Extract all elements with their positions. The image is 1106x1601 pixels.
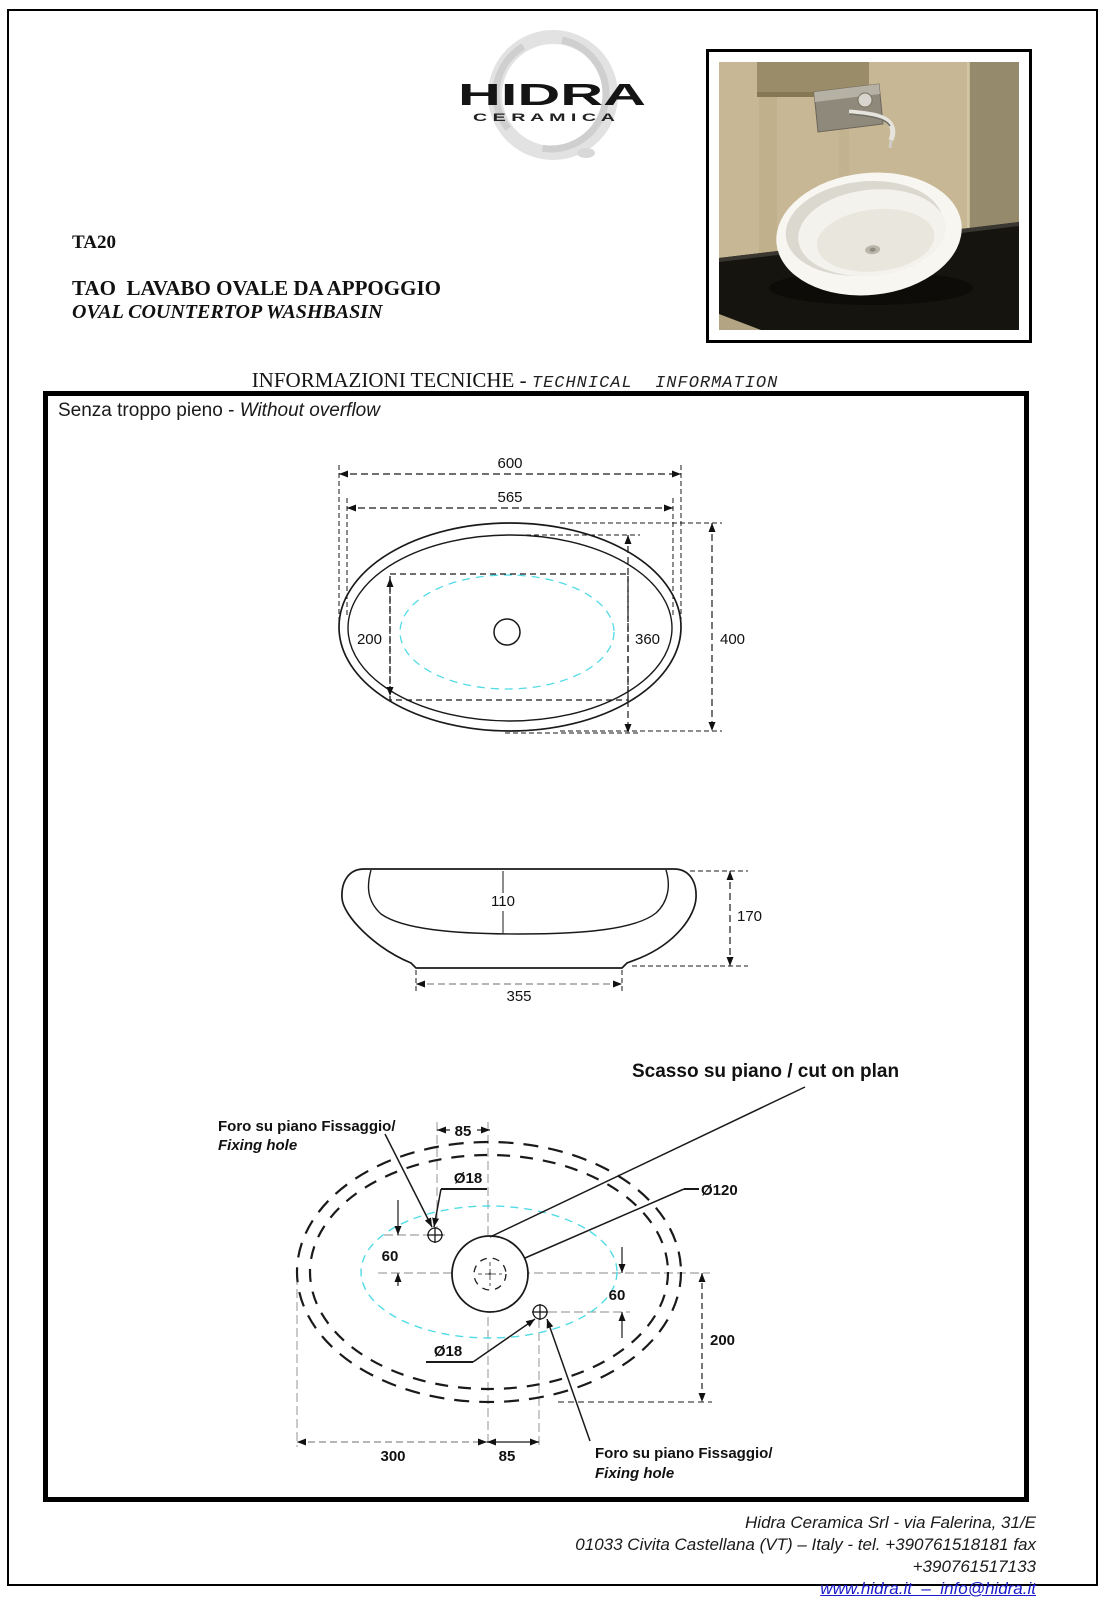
basin-profile-inner: [368, 870, 668, 934]
footer-website-link[interactable]: www.hidra.it: [820, 1579, 912, 1598]
dim-text-355: 355: [506, 988, 532, 1005]
dim-text-200: 200: [356, 631, 382, 648]
technical-box: [43, 391, 1029, 1502]
basin-inner-rim: [348, 535, 672, 721]
fixing-top-leader: [385, 1134, 432, 1227]
footer: [476, 1512, 1036, 1600]
product-photo-frame: [706, 49, 1032, 343]
section-heading-en: TECHNICAL INFORMATION: [531, 374, 779, 393]
product-code: TA20: [72, 232, 116, 253]
hidra-logo: [438, 25, 668, 170]
fixing-hole-bottom-label-en: Fixing hole: [595, 1465, 675, 1482]
dim-text-60-right: 60: [608, 1287, 626, 1304]
top-view-drawing: [339, 455, 745, 733]
dim-text-170: 170: [737, 908, 763, 925]
dim-text-110: 110: [491, 893, 515, 910]
dim-text-360: 360: [635, 631, 661, 648]
footer-links-separator: –: [911, 1579, 941, 1598]
product-title-en: OVAL COUNTERTOP WASHBASIN: [72, 301, 383, 323]
variant-label-en: Without overflow: [239, 400, 380, 421]
fixing-hole-bottom: [532, 1304, 548, 1320]
dim-text-60-left: 60: [381, 1248, 399, 1265]
logo-subtitle-text: C E R A M I C A: [473, 112, 616, 124]
inner-dim-rect: [390, 574, 628, 700]
cut-view-leader-lines: [385, 1087, 805, 1441]
fixing-bottom-leader: [547, 1319, 590, 1441]
basin-profile-outer: [342, 869, 696, 968]
logo-brand-text: HIDRA: [458, 77, 646, 112]
fixing-hole-top-label-en: Fixing hole: [218, 1137, 298, 1154]
basin-bottom-outline: [400, 575, 614, 689]
logo-swirl-blob: [577, 148, 595, 158]
fixing-hole-top: [427, 1227, 443, 1243]
side-view-drawing: [342, 869, 762, 1005]
dim-text-85-top: 85: [454, 1123, 472, 1140]
cut-leader-line: [490, 1087, 805, 1237]
dim-text-600: 600: [497, 455, 523, 472]
footer-address-line: 01033 Civita Castellana (VT) – Italy - tel. +390761518181 fax +390761517133: [575, 1535, 1036, 1576]
fixing-hole-top-label-it: Foro su piano Fissaggio/: [218, 1118, 396, 1135]
technical-drawings: [48, 396, 1024, 1497]
hole-dia-top-text: Ø18: [453, 1170, 483, 1187]
side-view-extension-lines: [416, 871, 748, 991]
product-title-block: [72, 276, 441, 324]
cut-on-plan-label: Scasso su piano / cut on plan: [632, 1061, 900, 1082]
variant-label-it: Senza troppo pieno -: [58, 400, 240, 421]
section-heading: [0, 368, 1030, 393]
dim-text-565: 565: [497, 489, 523, 506]
fixing-hole-bottom-label-it: Foro su piano Fissaggio/: [595, 1445, 773, 1462]
dim-text-400: 400: [720, 631, 746, 648]
hole-dia-top-leader: [434, 1189, 441, 1227]
footer-links-line: [476, 1578, 1036, 1600]
dim-text-200-cut: 200: [710, 1332, 736, 1349]
dim-text-85-bottom: 85: [498, 1448, 516, 1465]
cut-on-plan-drawing: [218, 1061, 899, 1482]
section-heading-it: INFORMAZIONI TECNICHE -: [251, 368, 532, 392]
footer-company-line: Hidra Ceramica Srl - via Falerina, 31/E: [745, 1513, 1036, 1532]
drain-dia-text: Ø120: [701, 1182, 738, 1199]
footer-email-link[interactable]: info@hidra.it: [940, 1579, 1036, 1598]
drain-leader-line: [525, 1189, 684, 1258]
product-title-it: TAO LAVABO OVALE DA APPOGGIO: [72, 276, 441, 300]
product-photo: [719, 62, 1019, 330]
dim-text-300: 300: [380, 1448, 406, 1465]
hole-dia-bottom-text: Ø18: [433, 1343, 463, 1360]
drain-hole: [494, 619, 520, 645]
hole-dia-bottom-leader: [473, 1319, 535, 1362]
